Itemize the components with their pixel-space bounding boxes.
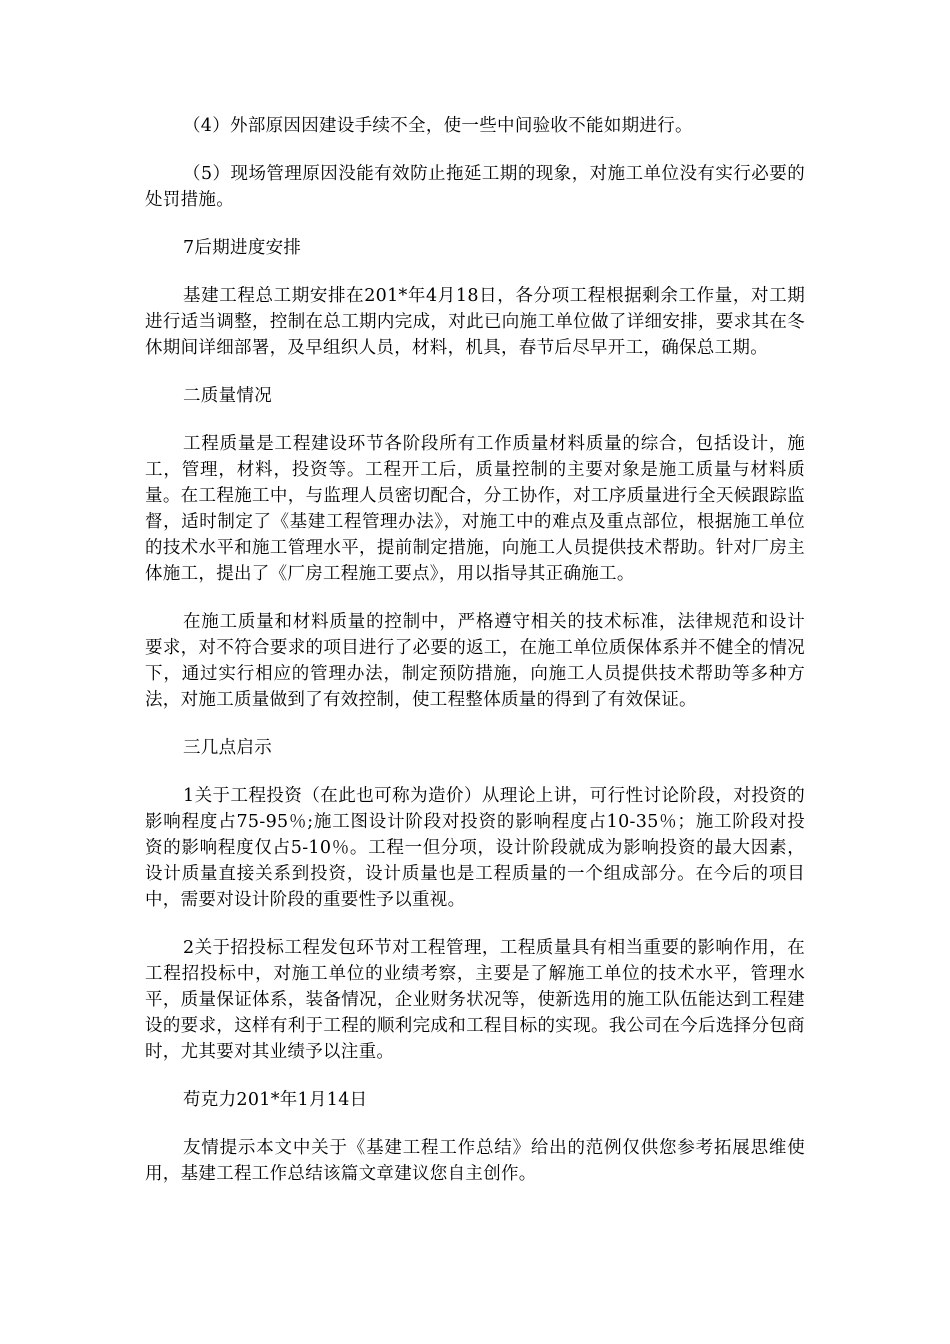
quality-overview-paragraph: 工程质量是工程建设环节各阶段所有工作质量材料质量的综合，包括设计，施工，管理，材料，投资等。工程开工后，质量控制的主要对象是施工质量与材料质量。在工程施工中，与监理人员密切配合，分工协作，对工序质量进行全天候跟踪监督，适时制定了《基建工程管理办法》，对施工中的难点及重点部位，根据施工单位的技术水平和施工管理水平，提前制定措施，向施工人员提供技术帮助。针对厂房主体施工，提出了《厂房工程施工要点》，用以指导其正确施工。	[145, 434, 805, 584]
lessons-section-heading: 三几点启示	[183, 738, 272, 758]
schedule-plan-heading: 7后期进度安排	[183, 238, 302, 258]
signature-date-line: 苟克力201*年1月14日	[183, 1090, 368, 1110]
delay-reason-4-paragraph: （4）外部原因因建设手续不全，使一些中间验收不能如期进行。	[183, 116, 693, 136]
friendly-notice-paragraph: 友情提示本文中关于《基建工程工作总结》给出的范例仅供您参考拓展思维使用，基建工程工作总结该篇文章建议您自主创作。	[145, 1138, 805, 1184]
schedule-plan-paragraph: 基建工程总工期安排在201*年4月18日，各分项工程根据剩余工作量，对工期进行适当调整，控制在总工期内完成，对此已向施工单位做了详细安排，要求其在冬休期间详细部署，及早组织人员，材料，机具，春节后尽早开工，确保总工期。	[145, 286, 805, 358]
quality-section-heading: 二质量情况	[183, 386, 272, 406]
document-body	[145, 113, 805, 1209]
investment-lesson-paragraph: 1关于工程投资（在此也可称为造价）从理论上讲，可行性讨论阶段，对投资的影响程度占75-95％;施工图设计阶段对投资的影响程度占10-35％；施工阶段对投资的影响程度仅占5-10％。工程一但分项，设计阶段就成为影响投资的最大因素，设计质量直接关系到投资，设计质量也是工程质量的一个组成部分。在今后的项目中，需要对设计阶段的重要性予以重视。	[145, 786, 805, 910]
bidding-lesson-paragraph: 2关于招投标工程发包环节对工程管理，工程质量具有相当重要的影响作用，在工程招投标中，对施工单位的业绩考察，主要是了解施工单位的技术水平，管理水平，质量保证体系，装备情况，企业财务状况等，使新选用的施工队伍能达到工程建设的要求，这样有利于工程的顺利完成和工程目标的实现。我公司在今后选择分包商时，尤其要对其业绩予以注重。	[145, 938, 805, 1062]
quality-control-paragraph: 在施工质量和材料质量的控制中，严格遵守相关的技术标准，法律规范和设计要求，对不符合要求的项目进行了必要的返工，在施工单位质保体系并不健全的情况下，通过实行相应的管理办法，制定预防措施，向施工人员提供技术帮助等多种方法，对施工质量做到了有效控制，使工程整体质量的得到了有效保证。	[145, 612, 805, 710]
delay-reason-5-paragraph: （5）现场管理原因没能有效防止拖延工期的现象，对施工单位没有实行必要的处罚措施。	[145, 164, 805, 210]
